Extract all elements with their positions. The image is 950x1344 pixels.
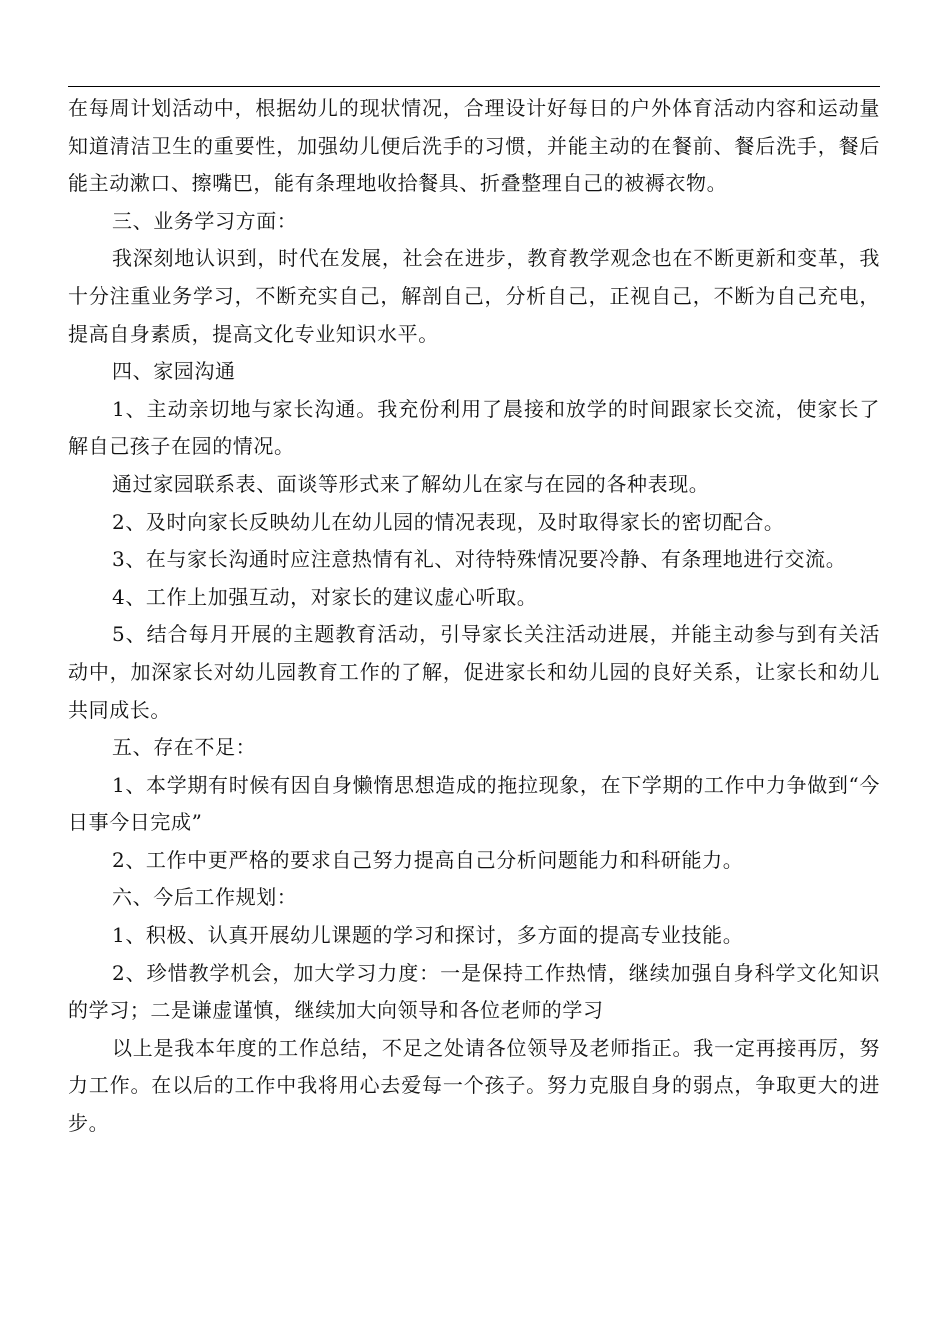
section-heading-future-plan: 六、今后工作规划： — [112, 885, 298, 910]
paragraph-professional-study: 我深刻地认识到，时代在发展，社会在进步，教育教学观念也在不断更新和变革，我十分注重业务学习，不断充实自己，解剖自己，分析自己，正视自己，不断为自己充电，提高自身素质，提高文化专业知识水平。 — [68, 246, 880, 346]
header-rule — [68, 86, 880, 87]
document-body — [68, 90, 880, 1143]
paragraph-conclusion: 以上是我本年度的工作总结，不足之处请各位领导及老师指正。我一定再接再厉，努力工作。在以后的工作中我将用心去爱每一个孩子。努力克服自身的弱点，争取更大的进步。 — [68, 1035, 880, 1136]
list-item-communication-4: 4、工作上加强互动，对家长的建议虚心听取。 — [112, 584, 538, 609]
list-item-communication-2: 2、及时向家长反映幼儿在幼儿园的情况表现，及时取得家长的密切配合。 — [112, 509, 785, 534]
list-item-communication-5: 5、结合每月开展的主题教育活动，引导家长关注活动进展，并能主动参与到有关活动中，加深家长对幼儿园教育工作的了解，促进家长和幼儿园的良好关系，让家长和幼儿共同成长。 — [68, 622, 880, 722]
section-heading-shortcomings: 五、存在不足： — [112, 735, 257, 760]
section-heading-home-school-communication: 四、家园沟通 — [112, 359, 236, 384]
paragraph-continuation: 在每周计划活动中，根据幼儿的现状情况，合理设计好每日的户外体育活动内容和运动量知道清洁卫生的重要性，加强幼儿便后洗手的习惯，并能主动的在餐前、餐后洗手，餐后能主动漱口、擦嘴巴，能有条理地收拾餐具、折叠整理自己的被褥衣物。 — [68, 96, 880, 196]
paragraph-contact-forms: 通过家园联系表、面谈等形式来了解幼儿在家与在园的各种表现。 — [112, 471, 710, 496]
list-item-plan-2: 2、珍惜教学机会，加大学习力度：一是保持工作热情，继续加强自身科学文化知识的学习；二是谦虚谨慎，继续加大向领导和各位老师的学习 — [68, 960, 880, 1023]
section-heading-professional-study: 三、业务学习方面： — [112, 208, 298, 233]
list-item-communication-1: 1、主动亲切地与家长沟通。我充份利用了晨接和放学的时间跟家长交流，使家长了解自己孩子在园的情况。 — [68, 396, 880, 459]
list-item-plan-1: 1、积极、认真开展幼儿课题的学习和探讨，多方面的提高专业技能。 — [112, 923, 744, 948]
list-item-communication-3: 3、在与家长沟通时应注意热情有礼、对待特殊情况要冷静、有条理地进行交流。 — [112, 547, 847, 572]
list-item-shortcoming-2: 2、工作中更严格的要求自己努力提高自己分析问题能力和科研能力。 — [112, 847, 744, 872]
list-item-shortcoming-1: 1、本学期有时候有因自身懒惰思想造成的拖拉现象，在下学期的工作中力争做到“今日事今日完成” — [68, 772, 880, 835]
